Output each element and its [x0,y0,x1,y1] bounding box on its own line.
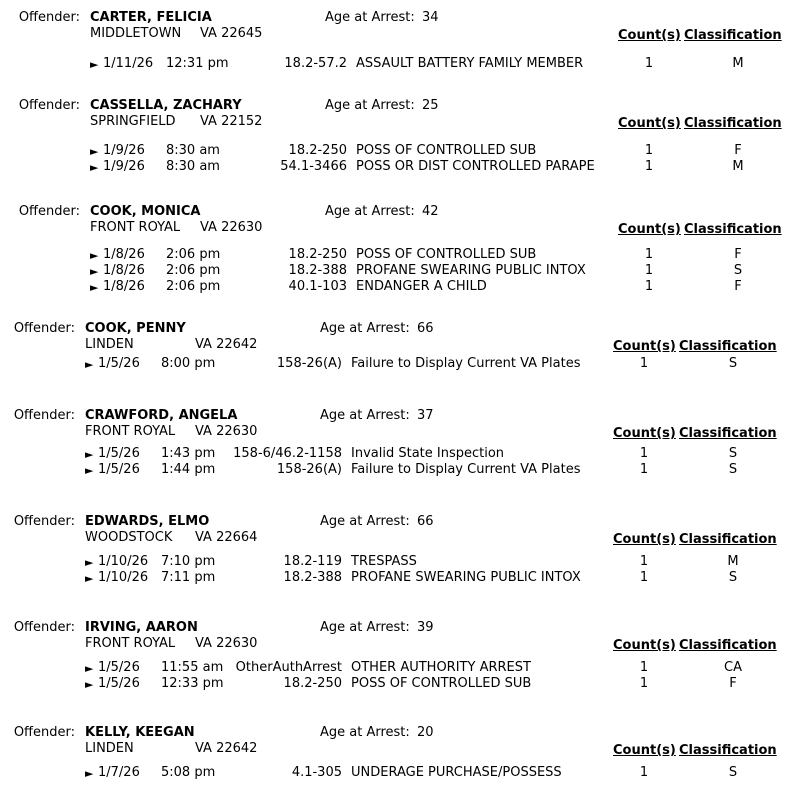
counts-header: Count(s) [618,116,681,131]
offender-city: SPRINGFIELD [90,114,176,129]
charge-count: 1 [644,143,654,158]
classification-header: Classification [684,222,782,237]
charge-date: 1/8/26 [103,279,145,294]
charge-date: 1/9/26 [103,143,145,158]
charge-classification: S [728,462,738,477]
charge-time: 8:00 pm [161,356,216,371]
offender-state-zip: VA 22645 [200,26,263,41]
charge-classification: M [727,554,739,569]
charge-count: 1 [639,765,649,780]
offender-state-zip: VA 22630 [200,220,263,235]
classification-header: Classification [679,743,777,758]
offender-label: Offender: [13,408,75,423]
charge-date: 1/5/26 [98,462,140,477]
counts-header: Count(s) [613,339,676,354]
row-arrow-icon: ► [90,281,99,294]
counts-header: Count(s) [613,743,676,758]
charge-description: ASSAULT BATTERY FAMILY MEMBER [356,56,584,71]
charge-code: 18.2-250 [288,143,347,158]
charge-date: 1/11/26 [103,56,154,71]
offender-city: LINDEN [85,337,134,352]
charge-count: 1 [639,554,649,569]
charge-date: 1/5/26 [98,446,140,461]
charge-count: 1 [644,279,654,294]
age-label: Age at Arrest: [320,725,410,740]
offender-label: Offender: [13,321,75,336]
offender-name: CRAWFORD, ANGELA [85,408,238,423]
charge-count: 1 [639,356,649,371]
charge-description: OTHER AUTHORITY ARREST [351,660,531,675]
charge-description: Invalid State Inspection [351,446,505,461]
age-label: Age at Arrest: [320,514,410,529]
charge-date: 1/10/26 [98,570,149,585]
charge-classification: CA [724,660,742,675]
charge-time: 2:06 pm [166,247,221,262]
charge-code: 4.1-305 [291,765,342,780]
age-value: 34 [422,10,439,25]
charge-description: POSS OF CONTROLLED SUB [351,676,532,691]
charge-time: 7:11 pm [161,570,216,585]
row-arrow-icon: ► [85,678,94,691]
charge-count: 1 [639,570,649,585]
charge-description: PROFANE SWEARING PUBLIC INTOX [356,263,586,278]
row-arrow-icon: ► [85,767,94,780]
charge-code: 18.2-388 [283,570,342,585]
charge-count: 1 [639,446,649,461]
classification-header: Classification [684,28,782,43]
offender-city: FRONT ROYAL [85,636,176,651]
charge-time: 1:44 pm [161,462,216,477]
offender-label: Offender: [18,98,80,113]
row-arrow-icon: ► [90,58,99,71]
charge-count: 1 [644,247,654,262]
charge-code: 158-26(A) [276,356,342,371]
offender-city: FRONT ROYAL [85,424,176,439]
charge-code: OtherAuthArrest [235,660,342,675]
counts-header: Count(s) [618,222,681,237]
charge-date: 1/5/26 [98,676,140,691]
charge-code: 18.2-388 [288,263,347,278]
charge-count: 1 [639,676,649,691]
row-arrow-icon: ► [90,265,99,278]
age-value: 37 [417,408,434,423]
offender-state-zip: VA 22630 [195,424,258,439]
charge-description: POSS OF CONTROLLED SUB [356,247,537,262]
row-arrow-icon: ► [90,161,99,174]
charge-classification: S [733,263,743,278]
row-arrow-icon: ► [85,448,94,461]
counts-header: Count(s) [613,532,676,547]
charge-time: 2:06 pm [166,279,221,294]
charge-count: 1 [644,263,654,278]
charge-time: 8:30 am [166,143,220,158]
charge-code: 40.1-103 [288,279,347,294]
charge-classification: F [734,279,742,294]
charge-code: 158-6/46.2-1158 [233,446,342,461]
offender-record [0,204,800,294]
classification-header: Classification [684,116,782,131]
offender-label: Offender: [13,620,75,635]
charge-classification: F [734,247,742,262]
charge-classification: F [729,676,737,691]
charge-description: PROFANE SWEARING PUBLIC INTOX [351,570,581,585]
offender-record [0,10,800,70]
offender-name: EDWARDS, ELMO [85,514,210,529]
charge-description: UNDERAGE PURCHASE/POSSESS [351,765,562,780]
charge-classification: S [728,356,738,371]
offender-label: Offender: [13,514,75,529]
charge-classification: S [728,765,738,780]
classification-header: Classification [679,339,777,354]
charge-code: 18.2-119 [283,554,342,569]
offender-city: FRONT ROYAL [90,220,181,235]
offender-label: Offender: [18,10,80,25]
charge-description: ENDANGER A CHILD [356,279,487,294]
offender-record [0,408,800,477]
charge-count: 1 [644,56,654,71]
charge-classification: M [732,56,744,71]
offender-record [0,725,800,785]
age-value: 66 [417,321,434,336]
charge-time: 2:06 pm [166,263,221,278]
offender-label: Offender: [18,204,80,219]
age-label: Age at Arrest: [325,204,415,219]
charge-date: 1/8/26 [103,247,145,262]
charge-date: 1/5/26 [98,356,140,371]
classification-header: Classification [679,638,777,653]
offender-label: Offender: [13,725,75,740]
charge-code: 54.1-3466 [280,159,347,174]
charge-code: 18.2-250 [283,676,342,691]
charge-count: 1 [639,660,649,675]
charge-description: Failure to Display Current VA Plates [351,462,581,477]
age-label: Age at Arrest: [320,321,410,336]
offender-record [0,514,800,585]
charge-description: TRESPASS [351,554,417,569]
charge-time: 1:43 pm [161,446,216,461]
charge-count: 1 [644,159,654,174]
charge-classification: S [728,570,738,585]
offender-city: LINDEN [85,741,134,756]
classification-header: Classification [679,532,777,547]
counts-header: Count(s) [613,638,676,653]
offender-record [0,98,800,174]
offender-state-zip: VA 22642 [195,741,258,756]
age-value: 66 [417,514,434,529]
offender-record [0,321,800,381]
counts-header: Count(s) [618,28,681,43]
age-label: Age at Arrest: [320,620,410,635]
offender-name: IRVING, AARON [85,620,198,635]
charge-date: 1/8/26 [103,263,145,278]
offender-name: COOK, PENNY [85,321,186,336]
offender-state-zip: VA 22642 [195,337,258,352]
offender-name: CASSELLA, ZACHARY [90,98,242,113]
age-label: Age at Arrest: [320,408,410,423]
charge-code: 158-26(A) [276,462,342,477]
offender-name: COOK, MONICA [90,204,201,219]
offender-state-zip: VA 22664 [195,530,258,545]
age-value: 42 [422,204,439,219]
charge-time: 12:31 pm [166,56,229,71]
age-value: 25 [422,98,439,113]
row-arrow-icon: ► [85,662,94,675]
age-label: Age at Arrest: [325,10,415,25]
classification-header: Classification [679,426,777,441]
charge-time: 11:55 am [161,660,224,675]
charge-date: 1/7/26 [98,765,140,780]
charge-description: Failure to Display Current VA Plates [351,356,581,371]
row-arrow-icon: ► [85,464,94,477]
offender-name: KELLY, KEEGAN [85,725,195,740]
charge-date: 1/10/26 [98,554,149,569]
charge-classification: M [732,159,744,174]
row-arrow-icon: ► [90,145,99,158]
charge-time: 7:10 pm [161,554,216,569]
charge-classification: F [734,143,742,158]
charge-count: 1 [639,462,649,477]
row-arrow-icon: ► [85,358,94,371]
charge-code: 18.2-250 [288,247,347,262]
charge-time: 8:30 am [166,159,220,174]
charge-time: 5:08 pm [161,765,216,780]
counts-header: Count(s) [613,426,676,441]
charge-date: 1/9/26 [103,159,145,174]
charge-code: 18.2-57.2 [284,56,347,71]
charge-description: POSS OF CONTROLLED SUB [356,143,537,158]
row-arrow-icon: ► [85,572,94,585]
age-value: 20 [417,725,434,740]
charge-description: POSS OR DIST CONTROLLED PARAPE [356,159,595,174]
row-arrow-icon: ► [85,556,94,569]
offender-name: CARTER, FELICIA [90,10,212,25]
offender-record [0,620,800,691]
offender-state-zip: VA 22630 [195,636,258,651]
offender-state-zip: VA 22152 [200,114,263,129]
offender-city: WOODSTOCK [85,530,173,545]
charge-date: 1/5/26 [98,660,140,675]
age-value: 39 [417,620,434,635]
charge-classification: S [728,446,738,461]
charge-time: 12:33 pm [161,676,224,691]
age-label: Age at Arrest: [325,98,415,113]
row-arrow-icon: ► [90,249,99,262]
offender-city: MIDDLETOWN [90,26,182,41]
